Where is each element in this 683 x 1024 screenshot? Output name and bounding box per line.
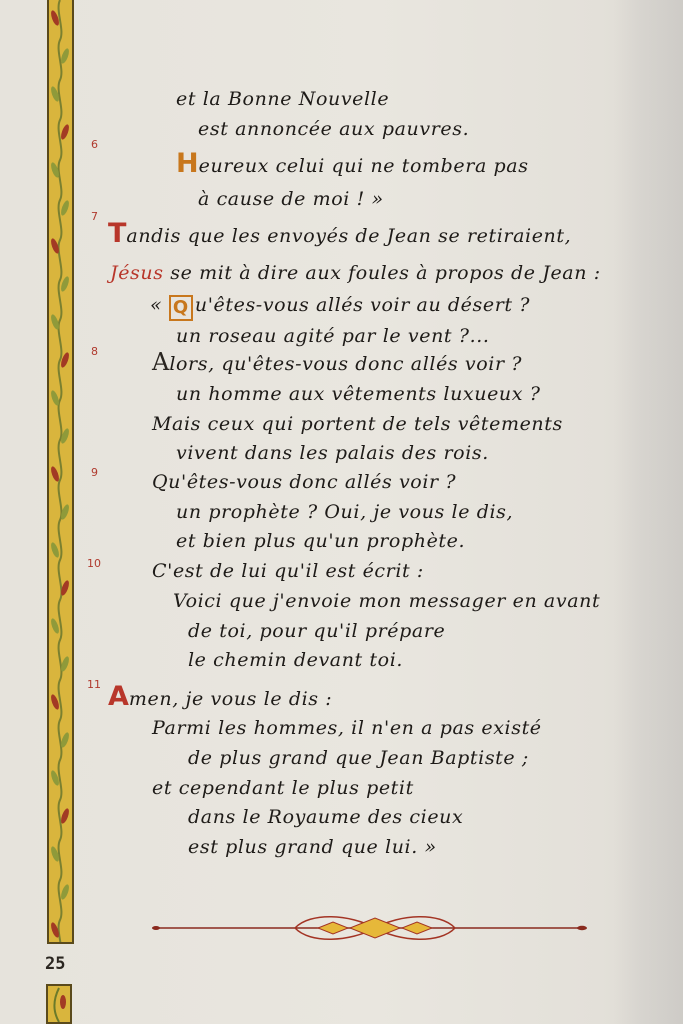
text-line: un roseau agité par le vent ?... bbox=[176, 325, 490, 347]
text-line: est annoncée aux pauvres. bbox=[198, 118, 470, 140]
text-line: dans le Royaume des cieux bbox=[188, 806, 464, 828]
foliage-leaf bbox=[49, 541, 60, 558]
drop-cap: T bbox=[108, 218, 127, 249]
text-line: un prophète ? Oui, je vous le dis, bbox=[176, 501, 514, 523]
page-number: 25 bbox=[45, 954, 66, 974]
foliage-leaf bbox=[59, 123, 70, 140]
verse-number: 10 bbox=[87, 557, 101, 570]
page-shadow bbox=[613, 0, 683, 1024]
boxed-initial: Q bbox=[169, 295, 193, 321]
foliage-leaf bbox=[59, 883, 70, 900]
text-line: C'est de lui qu'il est écrit : bbox=[152, 560, 424, 582]
foliage-pattern bbox=[49, 0, 72, 944]
text-line: Amen, je vous le dis : bbox=[108, 681, 333, 712]
foliage-leaf bbox=[49, 465, 60, 482]
text-line: et la Bonne Nouvelle bbox=[176, 88, 390, 110]
drop-cap: A bbox=[152, 348, 170, 376]
foliage-leaf bbox=[49, 617, 60, 634]
text-line: « Q u'êtes-vous allés voir au désert ? bbox=[150, 295, 530, 321]
text-line: et bien plus qu'un prophète. bbox=[176, 530, 466, 552]
text-line: Qu'êtes-vous donc allés voir ? bbox=[152, 471, 457, 493]
text-line: de toi, pour qu'il prépare bbox=[188, 620, 446, 642]
text-line: Alors, qu'êtes-vous donc allés voir ? bbox=[152, 348, 523, 376]
vine-stem bbox=[59, 0, 62, 944]
verse-number: 6 bbox=[91, 138, 98, 151]
verse-number: 8 bbox=[91, 345, 98, 358]
decorative-border-fragment bbox=[46, 984, 72, 1024]
foliage-leaf bbox=[59, 199, 70, 216]
text-line: Parmi les hommes, il n'en a pas existé bbox=[152, 717, 542, 739]
text-line: Mais ceux qui portent de tels vêtements bbox=[152, 413, 563, 435]
ornament-divider bbox=[150, 908, 590, 946]
text-line: un homme aux vêtements luxueux ? bbox=[176, 383, 541, 405]
verse-number: 7 bbox=[91, 210, 98, 223]
text-line: Heureux celui qui ne tombera pas bbox=[176, 148, 529, 179]
text-line: et cependant le plus petit bbox=[152, 777, 414, 799]
text-line: à cause de moi ! » bbox=[198, 188, 384, 210]
verse-number: 9 bbox=[91, 466, 98, 479]
text-line: est plus grand que lui. » bbox=[188, 836, 437, 858]
decorative-border bbox=[47, 0, 74, 944]
text-line: Jésus se mit à dire aux foules à propos de Jean : bbox=[110, 262, 601, 284]
drop-cap: H bbox=[176, 148, 199, 179]
text-line: vivent dans les palais des rois. bbox=[176, 442, 489, 464]
text-line: le chemin devant toi. bbox=[188, 649, 404, 671]
name-jesus: Jésus bbox=[110, 262, 164, 284]
drop-cap: A bbox=[108, 681, 129, 712]
text-line: Tandis que les envoyés de Jean se retiraient, bbox=[108, 218, 572, 249]
text-line: Voici que j'envoie mon messager en avant bbox=[173, 590, 601, 612]
verse-number: 11 bbox=[87, 678, 101, 691]
foliage-fragment bbox=[48, 986, 70, 1022]
text-line: de plus grand que Jean Baptiste ; bbox=[188, 747, 529, 769]
